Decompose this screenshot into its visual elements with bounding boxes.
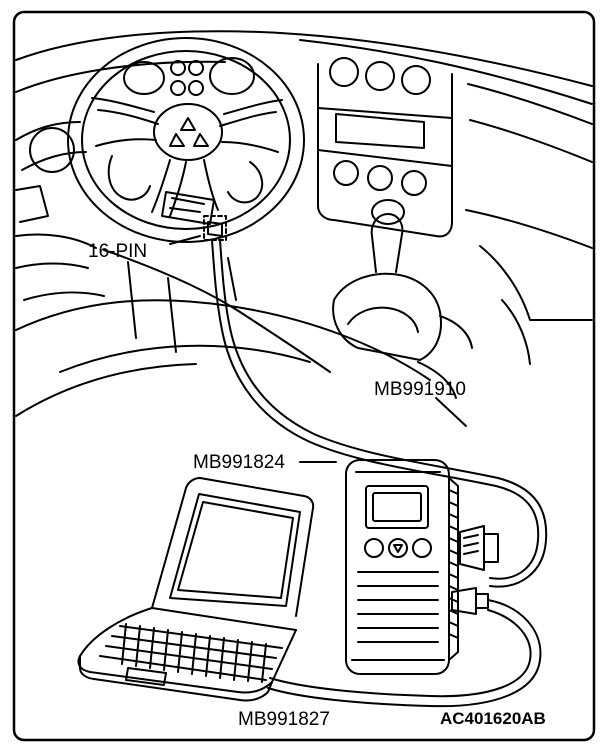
label-mb991827: MB991827 xyxy=(238,709,330,730)
interface-box xyxy=(346,460,458,674)
label-mb991910: MB991910 xyxy=(374,379,466,400)
vehicle-interior xyxy=(16,31,592,416)
laptop xyxy=(78,478,313,701)
figure-code: AC401620AB xyxy=(440,709,546,728)
leader-line-mb991910 xyxy=(436,398,466,426)
cable-mb991827 xyxy=(268,600,540,706)
figure-border xyxy=(14,12,594,740)
label-16-pin: 16-PIN xyxy=(88,241,148,262)
label-mb991824: MB991824 xyxy=(193,452,285,473)
dsub-connector xyxy=(460,526,498,570)
sixteen-pin-connector xyxy=(204,216,226,240)
